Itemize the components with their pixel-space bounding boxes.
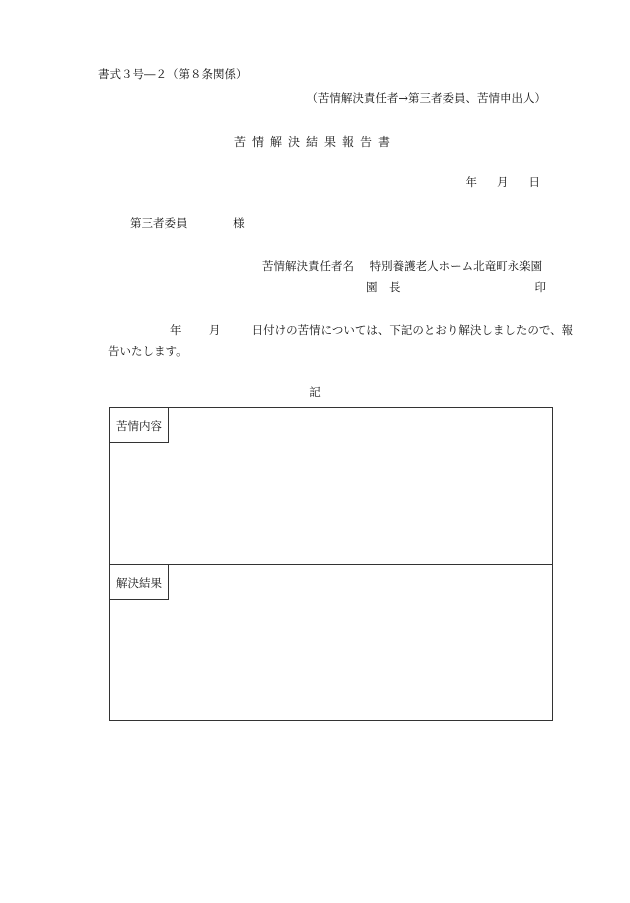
document-title: 苦情解決結果報告書 [233, 135, 396, 149]
record-table [109, 407, 553, 721]
director-position: 園 長 [366, 280, 401, 294]
seal-mark: 印 [534, 280, 546, 294]
body-line1-rest: 日付けの苦情については、下記のとおり解決しましたので、報 [251, 323, 574, 337]
date-line [466, 174, 541, 190]
date-day-label: 日 [528, 175, 540, 189]
director-row [366, 279, 546, 295]
date-month-label: 月 [497, 175, 509, 189]
sender-label: 苦情解決責任者名 [262, 259, 354, 273]
form-number: 書式３号―２（第８条関係） [98, 67, 248, 81]
body-year: 年 [170, 323, 182, 337]
addressee-row [130, 215, 245, 231]
resolution-section[interactable] [110, 565, 552, 720]
complaint-label: 苦情内容 [110, 408, 169, 443]
route-note: （苦情解決責任者→第三者委員、苦情申出人） [306, 91, 546, 105]
complaint-section[interactable] [110, 408, 552, 565]
resolution-label: 解決結果 [110, 565, 169, 600]
ki-heading: 記 [309, 385, 321, 399]
body-month: 月 [208, 323, 221, 337]
addressee-role: 第三者委員 [130, 216, 188, 230]
body-text-line-1 [170, 322, 573, 338]
body-text-line-2: 告いたします。 [108, 344, 188, 358]
date-year-label: 年 [465, 175, 477, 189]
sender-row [262, 258, 542, 274]
addressee-honorific: 様 [233, 216, 245, 230]
sender-facility: 特別養護老人ホーム北竜町永楽園 [369, 259, 543, 273]
